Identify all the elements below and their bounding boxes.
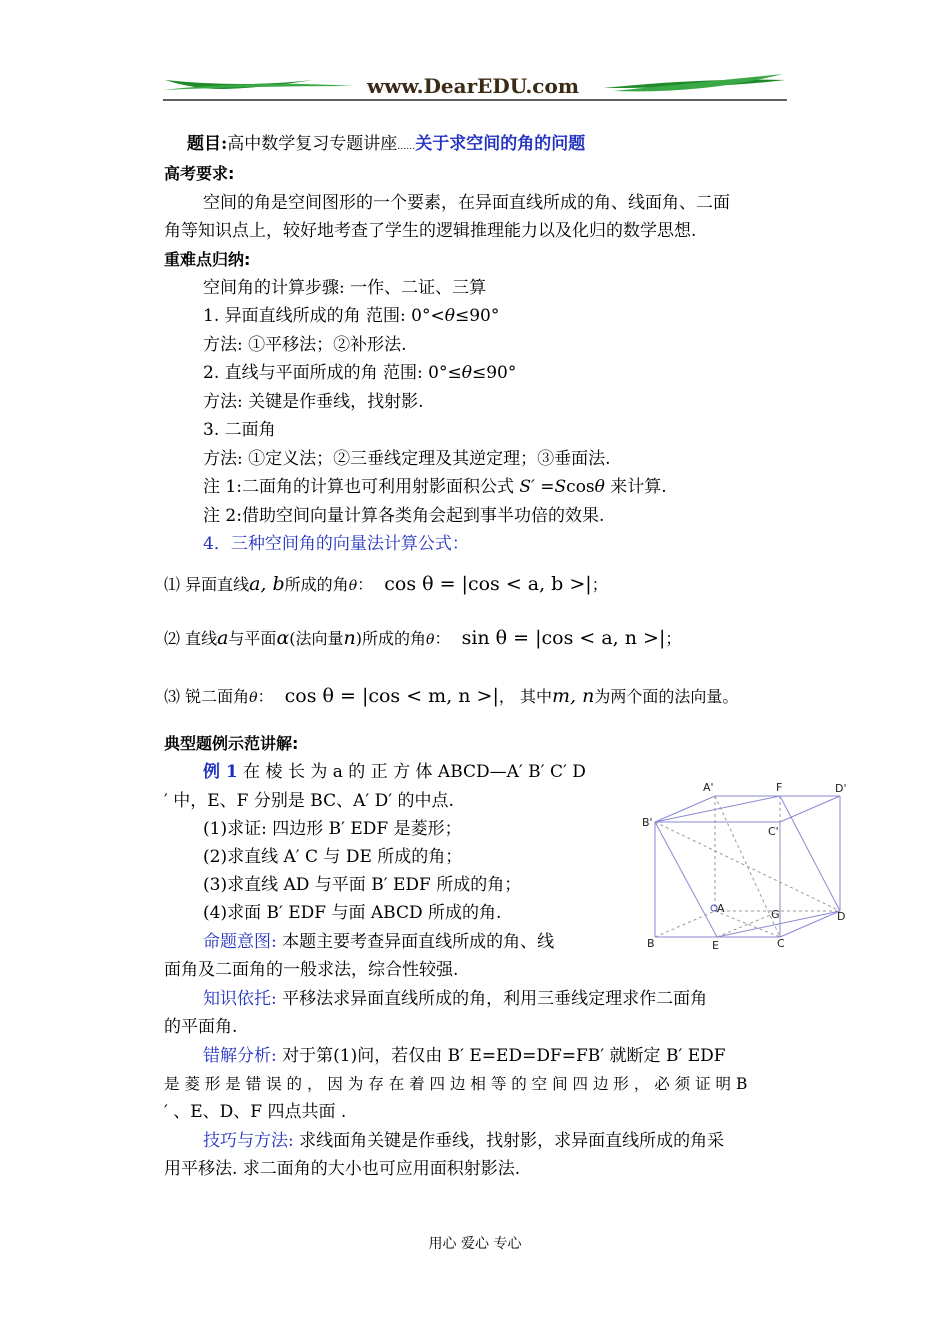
title-sub: 关于求空间的角的问题 — [415, 134, 586, 154]
error-line: ′ 、E、D、F 四点共面 . — [164, 1102, 347, 1122]
site-logo: www.DearEDU.com — [366, 74, 579, 98]
title-main: 高中数学复习专题讲座 — [227, 134, 398, 154]
section-heading-requirements: 高考要求: — [164, 164, 235, 183]
title-dots: …… — [397, 142, 416, 152]
fig-label-G: G — [771, 908, 780, 921]
paragraph-line: 方法: 关键是作垂线，找射影. — [203, 392, 424, 412]
question-2: (2)求直线 A′ C 与 DE 所成的角； — [203, 847, 463, 867]
page-title — [187, 133, 585, 158]
section-heading-key-points: 重难点归纳: — [164, 250, 251, 269]
fig-label-B: B — [647, 937, 655, 950]
page-footer: 用心 爱心 专心 — [428, 1236, 522, 1252]
fig-label-F: F — [776, 781, 783, 794]
example-label: 例 1 — [203, 762, 238, 782]
paragraph-line: 注 2:借助空间向量计算各类角会起到事半功倍的效果. — [203, 506, 605, 526]
basis-line: 知识依托: 平移法求异面直线所成的角，利用三垂线定理求作二面角 — [203, 989, 708, 1009]
paragraph-line: 1. 异面直线所成的角 范围: 0°<θ≤90° — [203, 306, 500, 326]
paragraph-line: 角等知识点上，较好地考查了学生的逻辑推理能力以及化归的数学思想. — [164, 221, 697, 241]
intent-line: 命题意图: 本题主要考查异面直线所成的角、线 — [203, 932, 555, 952]
error-line: 是 菱 形 是 错 误 的 ， 因 为 存 在 着 四 边 相 等 的 空 间 四 边 形 ， 必 须 证 明 B — [164, 1075, 748, 1093]
paragraph-line: 4．三种空间角的向量法计算公式： — [203, 534, 469, 554]
title-label: 题目: — [187, 134, 228, 154]
basis-line: 的平面角. — [164, 1017, 238, 1037]
question-1: (1)求证: 四边形 B′ EDF 是菱形； — [203, 819, 462, 839]
intent-line: 面角及二面角的一般求法，综合性较强. — [164, 960, 459, 980]
header-banner — [163, 72, 787, 102]
fig-label-D1: D' — [835, 782, 847, 795]
cube-figure — [640, 780, 855, 955]
section-heading-examples: 典型题例示范讲解: — [164, 734, 299, 753]
fig-label-A: A — [717, 902, 725, 915]
paragraph-line: 3. 二面角 — [203, 420, 276, 440]
example-line: ′ 中，E、F 分别是 BC、A′ D′ 的中点. — [164, 791, 454, 811]
paragraph-line: 方法: ①定义法；②三垂线定理及其逆定理；③垂面法. — [203, 449, 611, 469]
paragraph-line: 注 1:二面角的计算也可利用射影面积公式 S′ =Scosθ 来计算. — [203, 477, 667, 497]
paragraph-line: 2. 直线与平面所成的角 范围: 0°≤θ≤90° — [203, 363, 517, 383]
paragraph-line: 空间角的计算步骤: 一作、二证、三算 — [203, 278, 487, 298]
fig-label-D: D — [837, 910, 846, 923]
fig-label-E: E — [712, 939, 719, 952]
fig-label-C: C — [777, 937, 785, 950]
fig-label-C1: C' — [768, 825, 779, 838]
question-4: (4)求面 B′ EDF 与面 ABCD 所成的角. — [203, 903, 502, 923]
question-3: (3)求直线 AD 与平面 B′ EDF 所成的角； — [203, 875, 522, 895]
skill-line: 技巧与方法: 求线面角关键是作垂线，找射影，求异面直线所成的角采 — [203, 1131, 725, 1151]
formula-3: ⑶ 锐二面角θ： cos θ = |cos < m, n >|， 其中m, n为两个面的法向量。 — [164, 685, 739, 707]
paragraph-line: 方法: ①平移法；②补形法. — [203, 335, 407, 355]
fig-label-B1: B' — [642, 816, 653, 829]
fig-label-A1: A' — [703, 781, 714, 794]
formula-1: ⑴ 异面直线a, b所成的角θ： cos θ = |cos < a, b >|； — [164, 573, 608, 595]
error-line: 错解分析: 对于第(1)问，若仅由 B′ E=ED=DF=FB′ 就断定 B′ EDF — [203, 1046, 726, 1066]
formula-2: ⑵ 直线a与平面α(法向量n)所成的角θ： sin θ = |cos < a, n >|； — [164, 627, 682, 649]
paragraph-line: 空间的角是空间图形的一个要素，在异面直线所成的角、线面角、二面 — [203, 193, 730, 213]
skill-line: 用平移法. 求二面角的大小也可应用面积射影法. — [164, 1159, 521, 1179]
example-line: 例 1 在 棱 长 为 a 的 正 方 体 ABCD—A′ B′ C′ D — [203, 762, 586, 782]
